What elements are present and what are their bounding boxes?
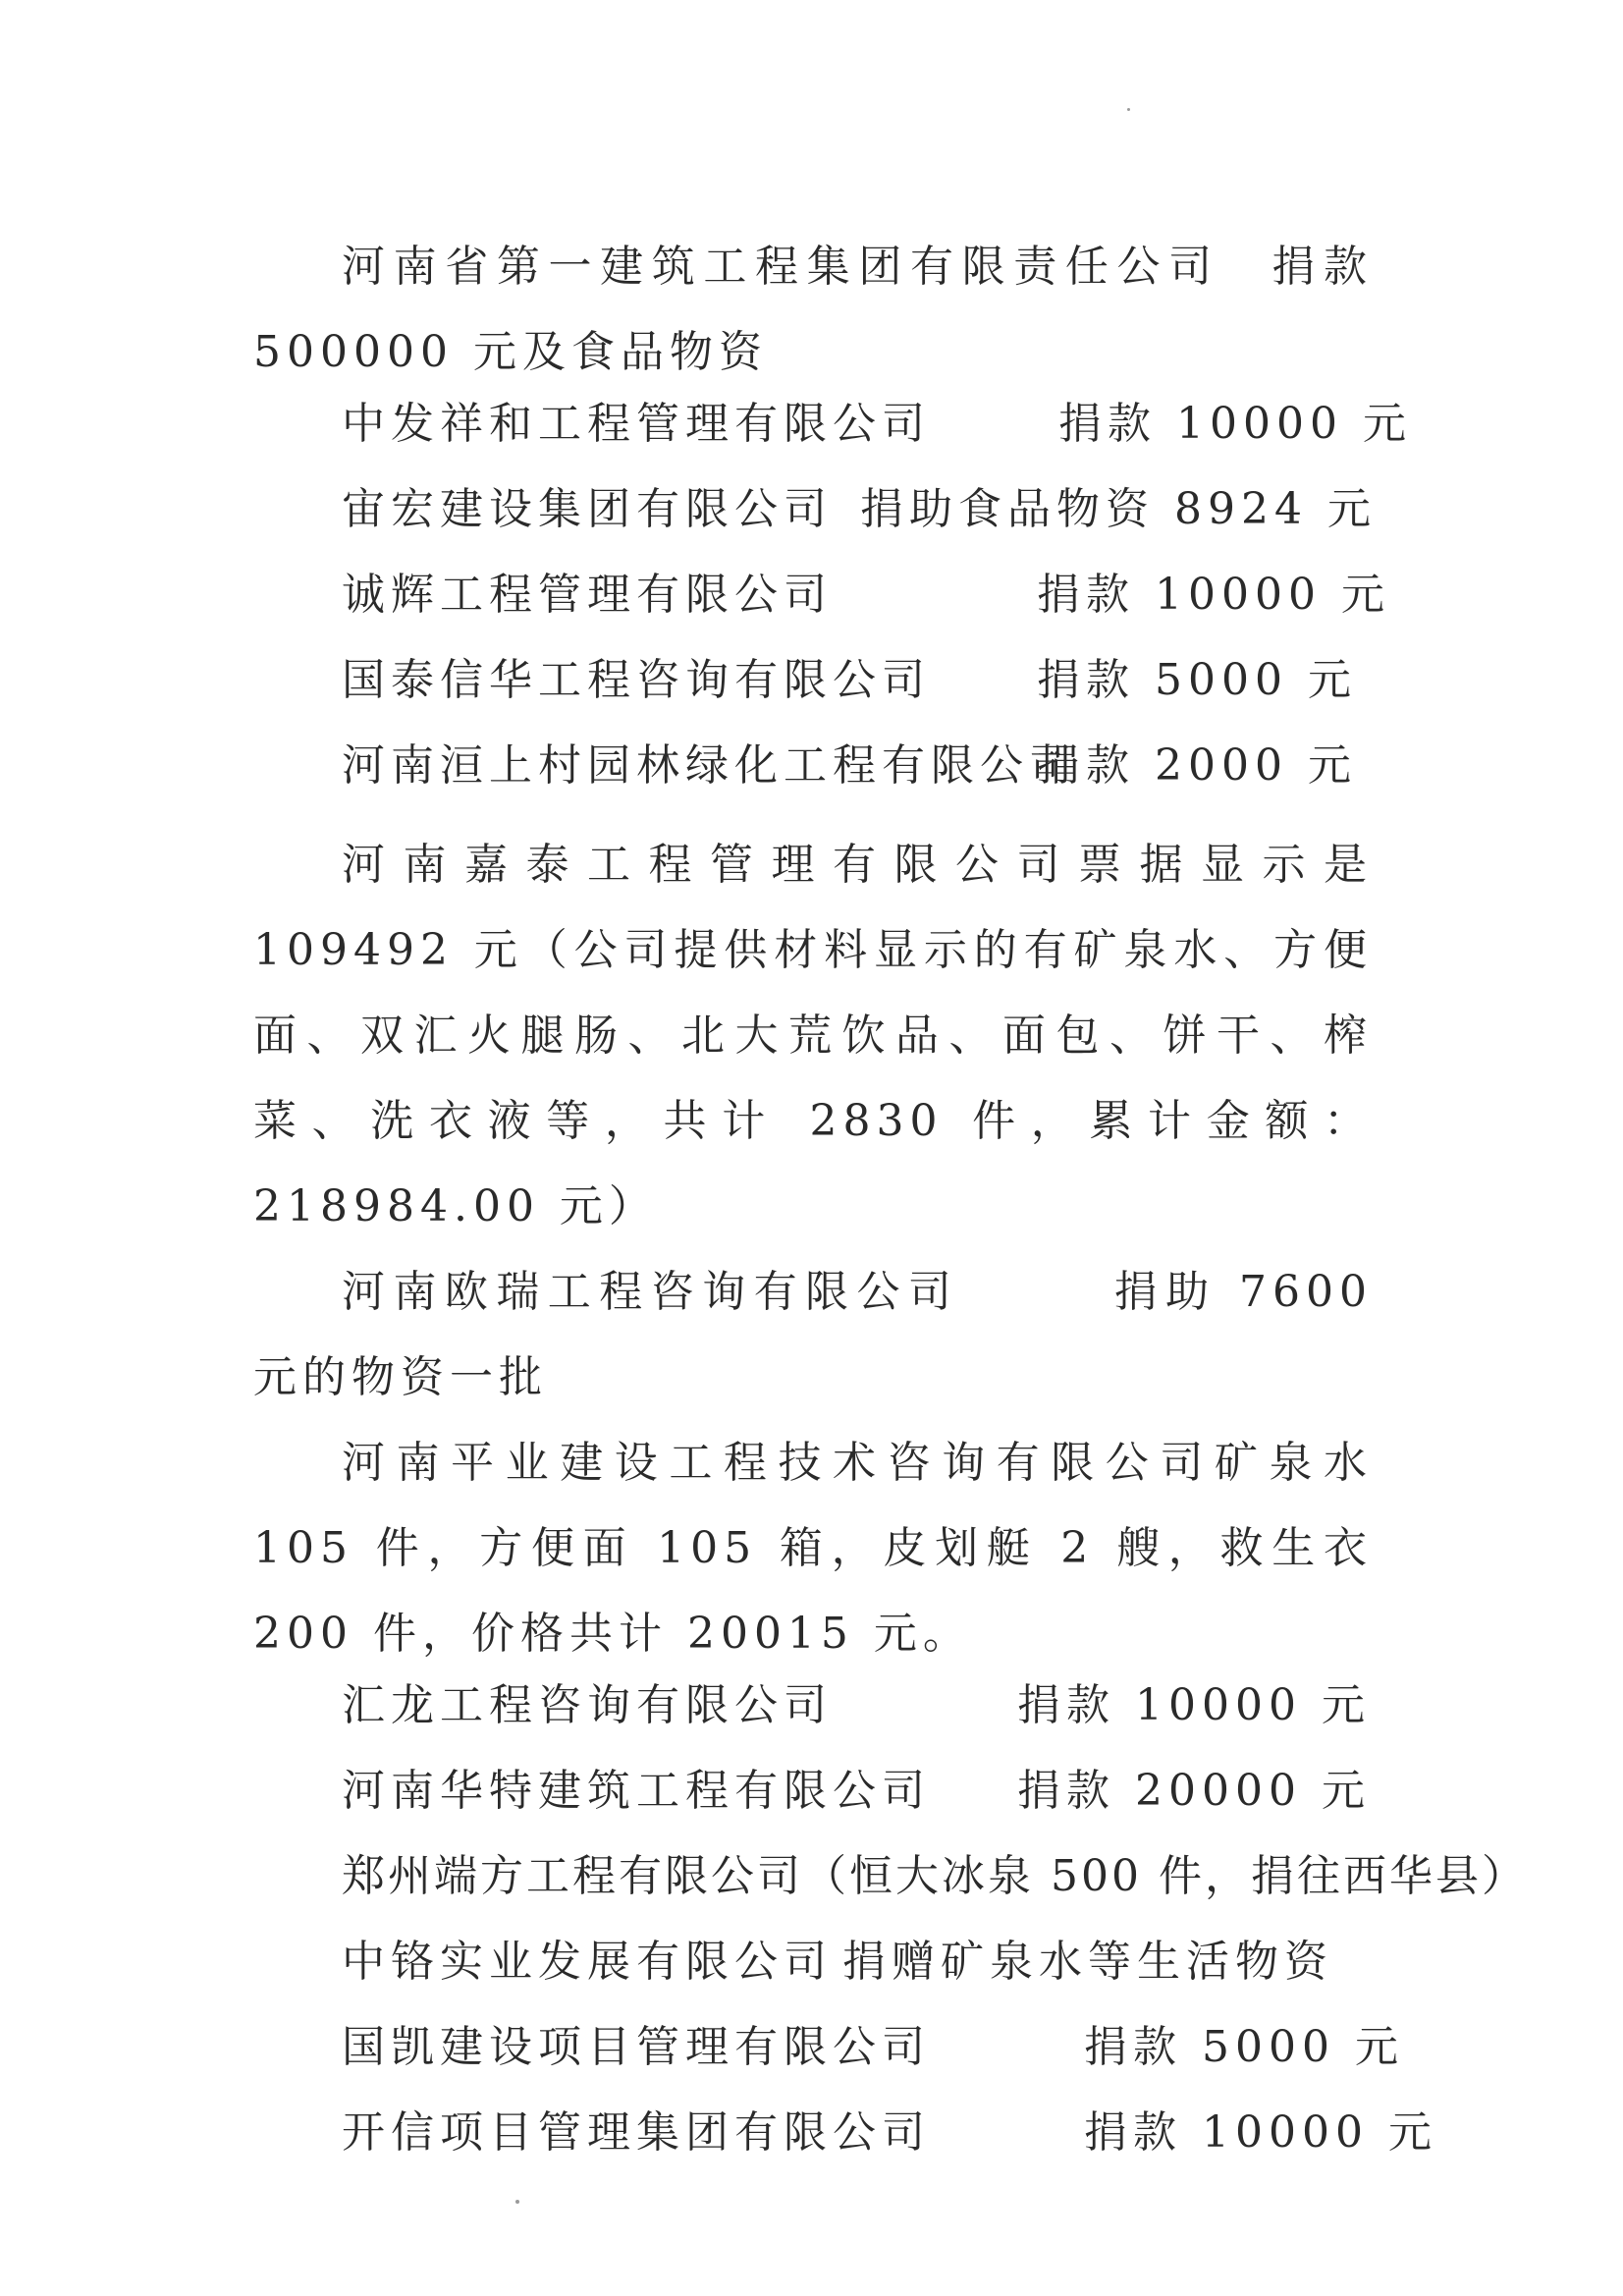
entry-company: 河南洹上村园林绿化工程有限公司: [342, 740, 1078, 791]
entry-donation: 捐款 5000 元: [1084, 2022, 1404, 2072]
entry-donation: 捐款 5000 元: [1037, 655, 1357, 705]
entry-row: [253, 1847, 1528, 1933]
entry-donation: 捐赠矿泉水等生活物资: [842, 1937, 1333, 1987]
entry-henan-pingye: 河南平业建设工程技术咨询有限公司矿泉水 105 件，方便面 105 箱，皮划艇 2 艘，救生衣 200 件，价格共计 20015 元。: [253, 1438, 1373, 1659]
entry-row: [253, 566, 1390, 651]
entry-henan-jiatai: 河南嘉泰工程管理有限公司票据显示是 109492 元（公司提供材料显示的有矿泉水、方便面、双汇火腿肠、北大荒饮品、面包、饼干、榨菜、洗衣液等，共计 2830 件，累计金额：218984.00 元）: [253, 840, 1373, 1231]
scan-speck: [1127, 108, 1130, 111]
entry-row: [253, 480, 1377, 566]
entry-row: [253, 1762, 1373, 1847]
scan-speck: [515, 2200, 519, 2204]
entry-company: 中发祥和工程管理有限公司: [342, 399, 931, 449]
entry-row: [253, 2104, 1437, 2189]
entry-company: 国凯建设项目管理有限公司: [342, 2022, 931, 2072]
donation-list: [253, 224, 1528, 2189]
entry-row: [253, 1933, 1373, 2018]
entry-row: [253, 2018, 1404, 2104]
entry-row: [253, 651, 1373, 737]
entry-company: 宙宏建设集团有限公司: [342, 484, 833, 534]
entry-henan-first-construction: 河南省第一建筑工程集团有限责任公司 捐款 500000 元及食品物资: [253, 242, 1373, 377]
entry-donation: 捐款 10000 元: [1084, 2107, 1437, 2158]
entry-row: [253, 737, 1373, 822]
entry-company: 开信项目管理集团有限公司: [342, 2107, 931, 2158]
entry-donation: 捐款 20000 元: [1017, 1766, 1371, 1816]
entry-row: [253, 395, 1412, 480]
entry-company: 汇龙工程咨询有限公司: [342, 1680, 833, 1730]
entry-company: 河南华特建筑工程有限公司: [342, 1766, 931, 1816]
entry-donation: 捐款 2000 元: [1037, 740, 1357, 791]
entry-company: 中铬实业发展有限公司: [342, 1937, 833, 1987]
entry-company: 国泰信华工程咨询有限公司: [342, 655, 931, 705]
entry-donation: 捐助食品物资 8924 元: [860, 484, 1377, 534]
entry-donation: 捐款 10000 元: [1037, 570, 1390, 620]
entry-donation: 捐款 10000 元: [1058, 399, 1412, 449]
entry-donation: 捐款 10000 元: [1017, 1680, 1371, 1730]
entry-company: 诚辉工程管理有限公司: [342, 570, 833, 620]
entry-company: 郑州端方工程有限公司（恒大冰泉 500 件，捐往西华县）: [342, 1851, 1528, 1901]
entry-henan-ourui: 河南欧瑞工程咨询有限公司 捐助 7600 元的物资一批: [253, 1267, 1373, 1402]
entry-row: [253, 1676, 1373, 1762]
